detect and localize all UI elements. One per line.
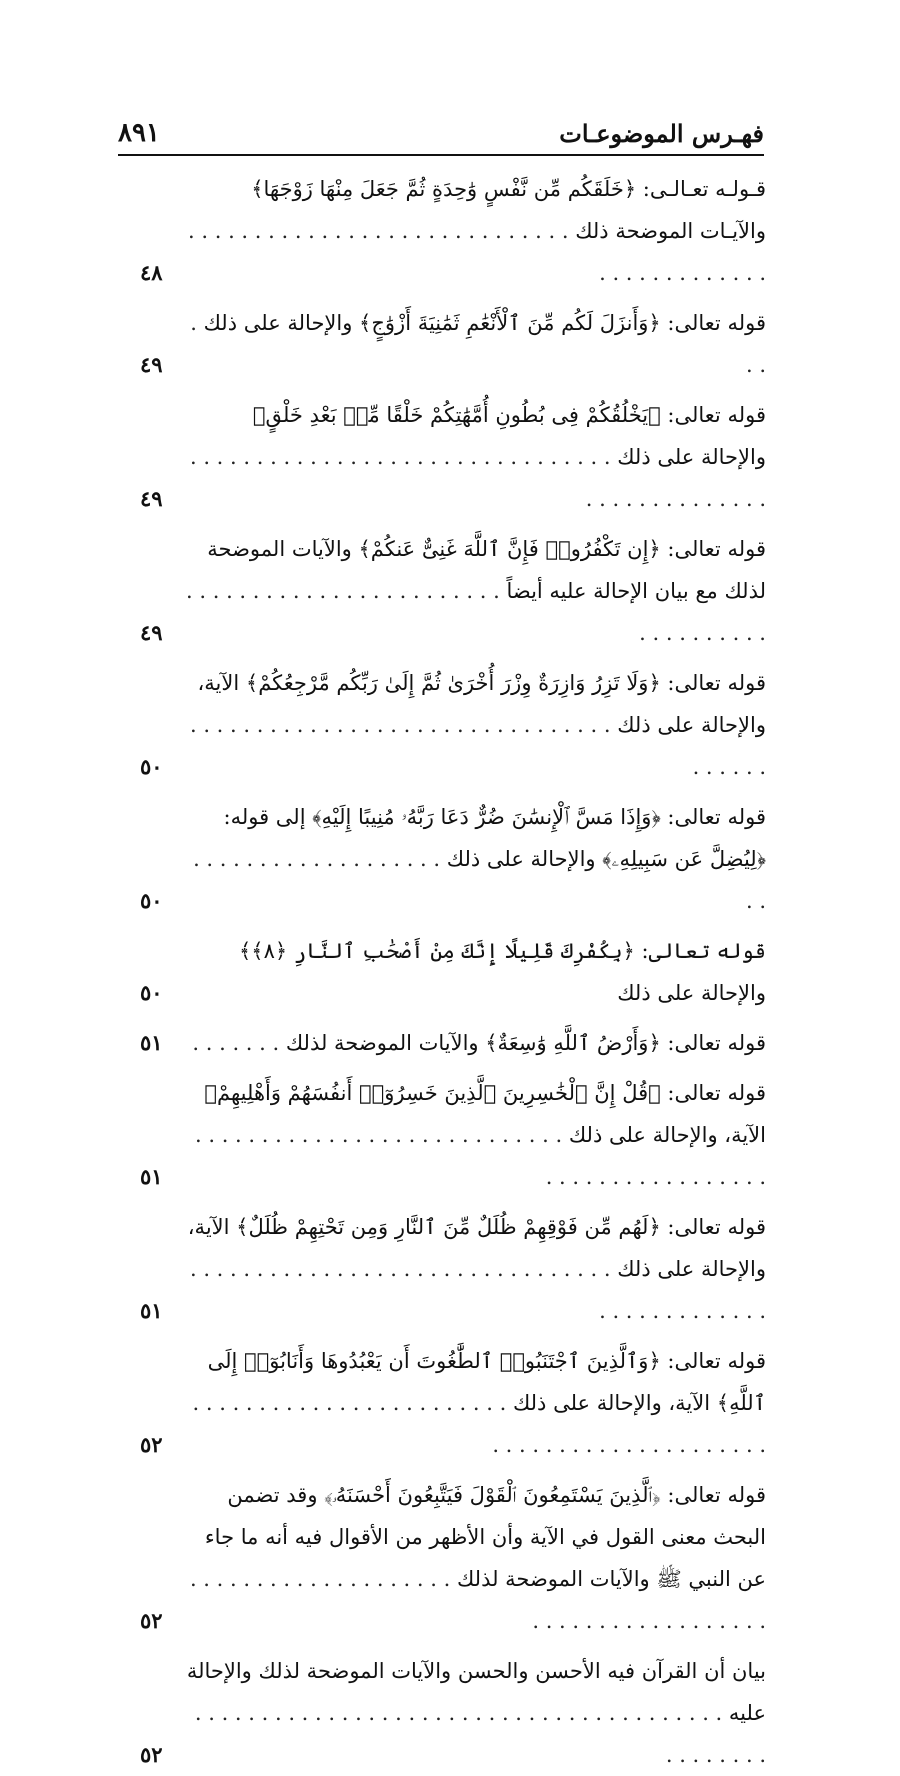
entry-page-number: ٥١: [140, 1298, 163, 1323]
leader-dots: . . . . . . . . . . . . . . . . . . . . . . . . . . . . . . . . . . . . . .: [189, 1567, 766, 1633]
leader-dots: . . . . . . . . . . . . . . . . . . . . . . . . . . . . . . . . . . . . . . . . . .: [188, 219, 766, 285]
index-entry: [140, 1474, 766, 1642]
entry-text: قـولـه تعـالـى: ﴿خَلَقَكُم مِّن نَّفْسٍ وَٰحِدَةٍ ثُمَّ جَعَلَ مِنْهَا زَوْجَهَا﴾ والآيـات الموضحة ذلك: [251, 177, 766, 243]
entry-page-number: ٥١: [140, 1030, 163, 1055]
entry-page-number: ٤٩: [140, 352, 163, 377]
index-entry: [140, 302, 766, 386]
entry-page-number: ٥١: [140, 1164, 163, 1189]
index-entry: [140, 168, 766, 294]
entry-page-number: ٥٢: [140, 1432, 163, 1457]
entry-text: قوله تعالى: ﴿وَإِذَا مَسَّ ٱلْإِنسَٰنَ ضُرٌّ دَعَا رَبَّهُۥ مُنِيبًا إِلَيْهِ﴾ إلى قوله: ﴿لِيُضِلَّ عَن سَبِيلِهِۦ﴾ والإحالة على ذلك: [223, 805, 766, 871]
entry-page-number: ٥٠: [140, 754, 163, 779]
page-header: [118, 108, 764, 156]
leader-dots: . . . . . . . . . . . . . . . . . . . . . . . . . . . . . . . . . . . . . .: [189, 713, 766, 779]
index-entry: [140, 1072, 766, 1198]
entry-page-number: ٥٢: [140, 1742, 163, 1767]
entry-text: قوله تعالى: ﴿قُلْ إِنَّ ٱلْخَٰسِرِينَ ٱلَّذِينَ خَسِرُوٓا۟ أَنفُسَهُمْ وَأَهْلِيهِمْ﴾ الآية، والإحالة على ذلك: [204, 1081, 766, 1147]
leader-dots: . . .: [190, 311, 766, 377]
leader-dots: . . . . . . . . . . . . . . . . . . . . . . . . . . . . . . . . . . . . . . . . . . . . .: [192, 1391, 766, 1457]
entry-text: قوله تعالى: ﴿ٱلَّذِينَ يَسْتَمِعُونَ ٱلْقَوْلَ فَيَتَّبِعُونَ أَحْسَنَهُۥ﴾ وقد تضمن البحث معنى القول في الآية وأن الأظهر من الأقوال فيه أنه ما جاء عن النبي ﷺ والآيات الموضحة لذلك: [204, 1483, 766, 1591]
index-entry: [140, 662, 766, 788]
index-entry: [140, 1022, 766, 1064]
entry-page-number: ٤٩: [140, 486, 163, 511]
entry-text: قوله تعالى: ﴿إِن تَكْفُرُوا۟ فَإِنَّ ٱللَّهَ غَنِىٌّ عَنكُمْ﴾ والآيات الموضحة لذلك مع بيان الإحالة عليه أيضاً: [207, 537, 766, 603]
leader-dots: . . . . . . . . . . . . . . . . . . . . .: [193, 847, 766, 913]
entry-page-number: ٤٩: [140, 620, 163, 645]
entry-page-number: ٥٢: [140, 1608, 163, 1633]
leader-dots: . . . . . . . . . . . . . . . . . . . . . . . . . . . . . . . . . . . . . . . . . . . . . .: [189, 445, 766, 511]
entry-page-number: ٥٠: [140, 888, 163, 913]
entry-page-number: ٤٨: [140, 260, 163, 285]
entry-text: قوله تعالى: ﴿وَلَا تَزِرُ وَازِرَةٌ وِزْرَ أُخْرَىٰ ثُمَّ إِلَىٰ رَبِّكُم مَّرْجِعُكُمْ﴾ الآية، والإحالة على ذلك: [197, 671, 766, 737]
index-title: فهـرس الموضوعـات: [559, 119, 764, 148]
leader-dots: . . . . . . . . . . . . . . . . . . . . . . . . . . . . . . . . . .: [186, 579, 766, 645]
entry-text: قوله تعالى: ﴿لَهُم مِّن فَوْقِهِمْ ظُلَلٌ مِّنَ ٱلنَّارِ وَمِن تَحْتِهِمْ ظُلَلٌ﴾ الآية، والإحالة على ذلك: [187, 1215, 766, 1281]
index-entry: [140, 1340, 766, 1466]
entry-text: بيان أن القرآن فيه الأحسن والحسن والآيات الموضحة لذلك والإحالة عليه: [186, 1659, 766, 1725]
entry-text: قوله تعالى: ﴿وَٱلَّذِينَ ٱجْتَنَبُوا۟ ٱلطَّٰغُوتَ أَن يَعْبُدُوهَا وَأَنَابُوٓا۟ إِلَى ٱللَّهِ﴾ الآية، والإحالة على ذلك: [207, 1349, 766, 1415]
leader-dots: . . . . . . .: [192, 1031, 280, 1055]
entry-text: قوله تعالى: ﴿وَأَرْضُ ٱللَّهِ وَٰسِعَةٌ﴾ والآيات الموضحة لذلك: [285, 1031, 766, 1055]
leader-dots: . . . . . . . . . . . . . . . . . . . . . . . . . . . . . . . . . . . . . . . . . . . . .: [195, 1123, 766, 1189]
entry-page-number: ٥٠: [140, 980, 163, 1005]
index-entry: [140, 796, 766, 922]
index-entry: [140, 528, 766, 654]
index-entry: [140, 1650, 766, 1776]
leader-dots: . . . . . . . . . . . . . . . . . . . . . . . . . . . . . . . . . . . . . . . . . . . . .: [189, 1257, 766, 1323]
entry-text: قوله تعالى: ﴿يَخْلُقُكُمْ فِى بُطُونِ أُمَّهَٰتِكُمْ خَلْقًا مِّنۢ بَعْدِ خَلْقٍ﴾ والإحالة على ذلك: [252, 403, 766, 469]
index-entry: [140, 394, 766, 520]
index-entry: [140, 1206, 766, 1332]
index-entry: [140, 930, 766, 1014]
leader-dots: . . . . . . . . . . . . . . . . . . . . . . . . . . . . . . . . . . . . . . . . . . . . . . . .: [194, 1701, 766, 1767]
entry-text: قوله تعالى: ﴿وَأَنزَلَ لَكُم مِّنَ ٱلْأَنْعَٰمِ ثَمَٰنِيَةَ أَزْوَٰجٍ﴾ والإحالة على ذلك: [203, 311, 766, 335]
index-entries: [140, 168, 766, 1776]
page-number: ٨٩١: [118, 118, 160, 148]
entry-text: قوله تعالى: ﴿بِكُفْرِكَ قَلِيلًا إِنَّكَ مِنْ أَصْحَٰبِ ٱلنَّارِ ﴿٨﴾﴾ والإحالة على ذلك: [238, 939, 766, 1005]
